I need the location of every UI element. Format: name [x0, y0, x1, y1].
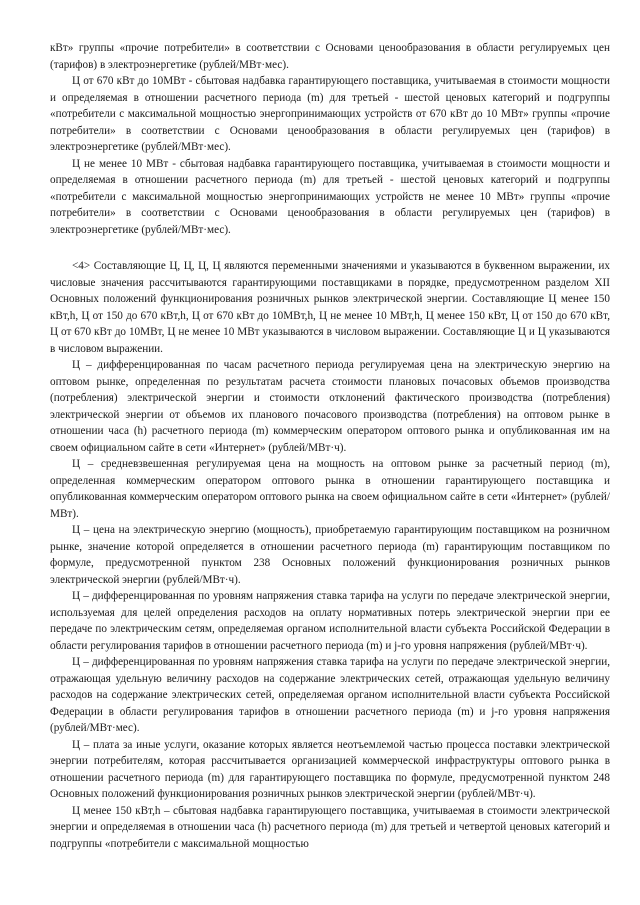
footnote-4: <4> Составляющие Ц, Ц, Ц, Ц являются переменными значениями и указываются в буквенном выражении, их числовые значения рассчитываются гарантирующими поставщиками в порядке, предусмотренном разделом XII Основных положений функционирования розничных рынков электрической энергии. Составляющие Ц менее 150 кВт,h, Ц от 150 до 670 кВт,h, Ц от 670 кВт до 10МВт,h, Ц не менее 10 МВт,h, Ц менее 150 кВт, Ц от 150 до 670 кВт, Ц от 670 кВт до 10МВт, Ц не менее 10 МВт указываются в числовом выражении. Составляющие Ц и Ц указываются в числовом выражении.: [50, 260, 610, 355]
paragraph-3: Ц не менее 10 МВт - сбытовая надбавка гарантирующего поставщика, учитываемая в стоимости мощности и определяемая в отношении расчетного периода (m) для третьей - шестой ценовых категорий и подгруппы «потребители с максимальной мощностью энергопринимающих устройств не менее 10 МВт» группы «прочие потребители» в соответствии с Основами ценообразования в области регулируемых цен (тарифов) в электроэнергетике (рублей/МВт·мес).: [50, 157, 610, 236]
paragraph-set-s: Ц – дифференцированная по уровням напряжения ставка тарифа на услуги по передаче электрической энергии, отражающая удельную величину расходов на содержание электрических сетей, отражающая удельную величину расходов на содержание электрических сетей, определяемая органом исполнительной власти субъекта Российской Федерации в области регулирования тарифов в отношении расчетного периода (m) и j-го уровня напряжения (рублей/МВт·мес).: [50, 656, 610, 734]
paragraph-svrcm: Ц – средневзвешенная регулируемая цена на мощность на оптовом рынке за расчетный период (m), определенная коммерческим оператором оптового рынка в отношении гарантирующего поставщика и опубликованная коммерческим оператором оптового рынка на своем официальном сайте в сети «Интернет» (рублей/МВт).: [50, 458, 610, 520]
paragraph-1: кВт» группы «прочие потребители» в соответствии с Основами ценообразования в области регулируемых цен (тарифов) в электроэнергетике (рублей/МВт·мес).: [50, 42, 610, 71]
paragraph-set-p: Ц – дифференцированная по уровням напряжения ставка тарифа на услуги по передаче электрической энергии, используемая для целей определения расходов на оплату нормативных потерь электрической энергии при ее передаче по электрическим сетям, определяемая органом исполнительной власти субъекта Российской Федерации в области регулирования тарифов в отношении расчетного периода (m) и j-го уровня напряжения (рублей/МВт·ч).: [50, 590, 610, 652]
paragraph-sn: Ц менее 150 кВт,h – сбытовая надбавка гарантирующего поставщика, учитываемая в стоимости электрической энергии и определяемая в отношении часа (h) расчетного периода (m) для третьей и четвертой ценовых категорий и подгруппы «потребители с максимальной мощностью: [50, 804, 610, 850]
paragraph-gap: [50, 238, 610, 258]
document-page: [50, 40, 610, 852]
paragraph-pu: Ц – плата за иные услуги, оказание которых является неотъемлемой частью процесса поставки электрической энергии потребителям, которая рассчитывается организацией коммерческой инфраструктуры оптового рынка в отношении расчетного периода (m) для гарантирующего поставщика по формуле, предусмотренной пунктом 248 Основных положений функционирования розничных рынков электрической энергии (рублей/МВт·ч).: [50, 738, 610, 800]
paragraph-rozn: Ц – цена на электрическую энергию (мощность), приобретаемую гарантирующим поставщиком на розничном рынке, значение которой определяется в отношении расчетного периода (m) гарантирующим поставщиком по формуле, предусмотренной пунктом 238 Основных положений функционирования розничных рынков электрической энергии (рублей/МВт·ч).: [50, 524, 610, 586]
paragraph-2: Ц от 670 кВт до 10МВт - сбытовая надбавка гарантирующего поставщика, учитываемая в стоимости мощности и определяемая в отношении расчетного периода (m) для третьей - шестой ценовых категорий и подгруппы «потребители с максимальной мощностью энергопринимающих устройств от 670 кВт до 10 МВт» группы «прочие потребители» в соответствии с Основами ценообразования в области регулируемых цен (тарифов) в электроэнергетике (рублей/МВт·мес).: [50, 75, 610, 153]
paragraph-svrc: Ц – дифференцированная по часам расчетного периода регулируемая цена на электрическую энергию на оптовом рынке, определенная по результатам расчета стоимости плановых почасовых объемов производства (потребления) электрической энергии и стоимости отклонений фактического производства (потребления) электрической энергии от объемов их планового почасового производства (потребления) на оптовом рынке в отношении часа (h) расчетного периода (m) коммерческим оператором оптового рынка и опубликованная им на своем официальном сайте в сети «Интернет» (рублей/МВт·ч).: [50, 359, 610, 454]
